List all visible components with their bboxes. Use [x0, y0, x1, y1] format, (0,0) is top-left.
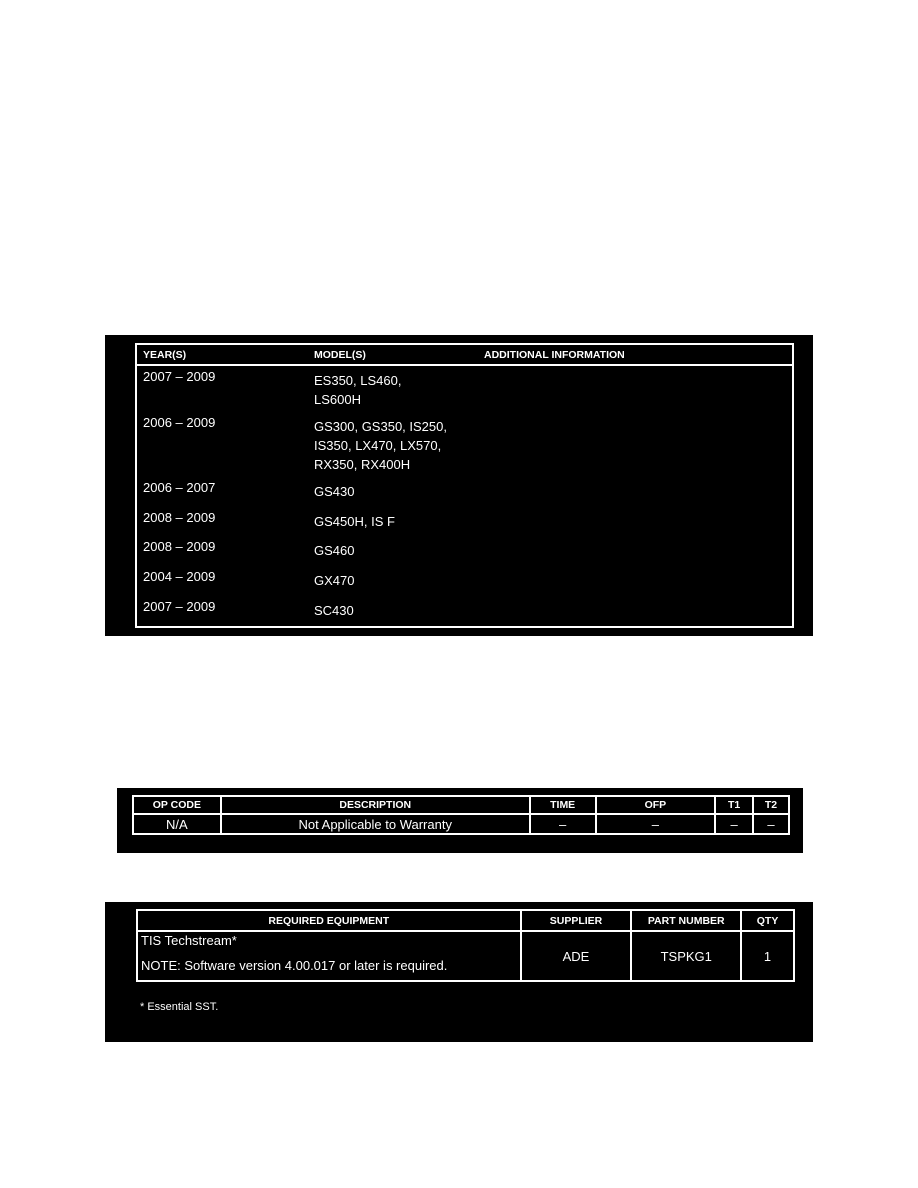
ofp-value: –: [596, 814, 716, 834]
header-model: MODEL(S): [314, 349, 366, 361]
header-ofp: OFP: [596, 796, 716, 814]
applicability-table: [135, 343, 794, 628]
model-line: IS350, LX470, LX570,: [314, 438, 442, 453]
row-models: [314, 512, 395, 531]
part-number-value: TSPKG1: [631, 931, 741, 981]
row-year: 2004 – 2009: [143, 569, 216, 584]
model-line: ES350, LS460,: [314, 373, 402, 388]
t2-value: –: [753, 814, 789, 834]
header-part-number: PART NUMBER: [631, 910, 741, 931]
equipment-description: [137, 931, 521, 981]
qty-value: 1: [741, 931, 794, 981]
row-models: [314, 601, 354, 620]
equipment-panel: [105, 902, 813, 1042]
model-line: SC430: [314, 603, 354, 618]
model-line: GS450H, IS F: [314, 514, 395, 529]
op-code-value: N/A: [133, 814, 221, 834]
row-year: 2008 – 2009: [143, 510, 216, 525]
row-year: 2007 – 2009: [143, 599, 216, 614]
equipment-note: NOTE: Software version 4.00.017 or later is required.: [141, 958, 448, 973]
supplier-value: ADE: [521, 931, 632, 981]
equipment-item: TIS Techstream*: [141, 933, 237, 948]
equipment-header-row: [137, 910, 794, 931]
description-value: Not Applicable to Warranty: [221, 814, 530, 834]
row-models: [314, 482, 354, 501]
header-year: YEAR(S): [143, 349, 187, 361]
header-op-code: OP CODE: [133, 796, 221, 814]
header-qty: QTY: [741, 910, 794, 931]
time-value: –: [530, 814, 596, 834]
op-code-panel: [117, 788, 803, 853]
row-models: [314, 417, 447, 474]
equipment-row: [137, 931, 794, 981]
model-line: GX470: [314, 573, 355, 588]
header-time: TIME: [530, 796, 596, 814]
header-t1: T1: [715, 796, 753, 814]
applicability-panel: [105, 335, 813, 636]
model-line: GS460: [314, 543, 355, 558]
header-supplier: SUPPLIER: [521, 910, 632, 931]
header-info: ADDITIONAL INFORMATION: [484, 349, 625, 361]
row-models: [314, 541, 354, 560]
op-code-table: [132, 795, 790, 835]
header-description: DESCRIPTION: [221, 796, 530, 814]
equipment-footnote: * Essential SST.: [140, 1001, 219, 1013]
row-models: [314, 371, 401, 409]
t1-value: –: [715, 814, 753, 834]
equipment-table: [136, 909, 795, 982]
op-code-header-row: [133, 796, 789, 814]
model-line: RX350, RX400H: [314, 457, 411, 472]
row-year: 2008 – 2009: [143, 539, 216, 554]
model-line: GS430: [314, 484, 355, 499]
row-year: 2006 – 2007: [143, 480, 216, 495]
header-required-equipment: REQUIRED EQUIPMENT: [137, 910, 521, 931]
applicability-header: [137, 345, 792, 366]
row-models: [314, 571, 354, 590]
header-t2: T2: [753, 796, 789, 814]
row-year: 2007 – 2009: [143, 369, 216, 384]
op-code-row: [133, 814, 789, 834]
row-year: 2006 – 2009: [143, 415, 216, 430]
model-line: LS600H: [314, 392, 361, 407]
model-line: GS300, GS350, IS250,: [314, 419, 447, 434]
